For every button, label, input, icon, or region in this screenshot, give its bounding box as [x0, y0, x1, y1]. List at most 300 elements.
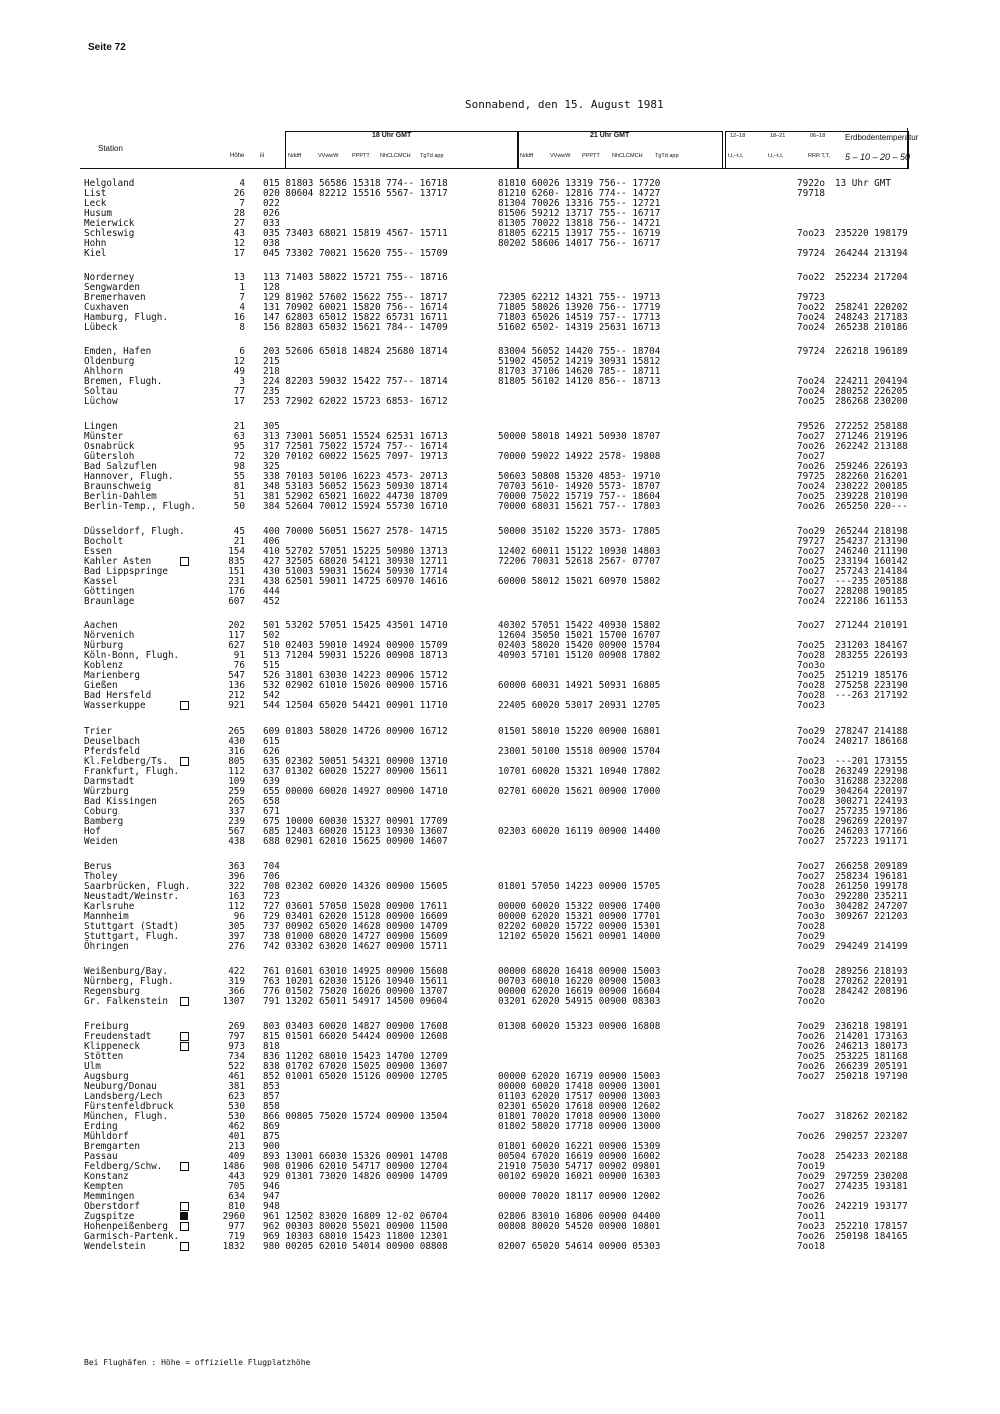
obs-18-gmt: 704 — [263, 861, 280, 872]
station-height: 17 — [233, 396, 245, 407]
precip-06-18: 7oo28 — [797, 690, 825, 701]
precip-06-18: 7oo3o — [797, 776, 825, 787]
obs-18-gmt: 513 71204 59031 15226 00908 18713 — [263, 650, 448, 661]
station-name: Berus — [84, 861, 112, 872]
header-06-18: 06–18 — [810, 133, 826, 139]
station-name: Ulm — [84, 1061, 101, 1072]
soil-temperature: 286268 230200 — [835, 396, 908, 407]
obs-21-gmt: 00000 62020 16719 00900 15003 — [498, 1071, 661, 1082]
obs-21-gmt: 12604 35050 15021 15700 16707 — [498, 630, 661, 641]
station-height: 95 — [233, 441, 245, 452]
precip-06-18: 7oo26 — [797, 1191, 825, 1202]
obs-18-gmt: 510 02403 59010 14924 00900 15709 — [263, 640, 448, 651]
station-name: Augsburg — [84, 1071, 129, 1082]
header-18-sub: t,t,–t,t, — [768, 153, 784, 159]
station-name: Wasserkuppe — [84, 700, 146, 711]
obs-21-gmt: 81305 70022 13818 756-- 14721 — [498, 218, 661, 229]
obs-21-gmt: 81703 37106 14620 785-- 18711 — [498, 366, 661, 377]
station-name: Landsberg/Lech — [84, 1091, 163, 1102]
station-name: List — [84, 188, 107, 199]
soil-temperature: 292280 235211 — [835, 891, 908, 902]
station-name: Bad Kissingen — [84, 796, 157, 807]
obs-18-gmt: 738 01000 68020 14727 00900 15609 — [263, 931, 448, 942]
obs-21-gmt: 60000 60031 14921 50931 16805 — [498, 680, 661, 691]
header-18-col-c: PPPTT — [352, 153, 370, 159]
precip-06-18: 7oo24 — [797, 596, 825, 607]
soil-temperature: 309267 221203 — [835, 911, 908, 922]
obs-21-gmt: 10701 60020 15321 10940 17802 — [498, 766, 661, 777]
precip-06-18: 7oo26 — [797, 501, 825, 512]
precip-06-18: 7oo28 — [797, 921, 825, 932]
obs-21-gmt: 01802 58020 17718 00900 13000 — [498, 1121, 661, 1132]
station-height: 607 — [228, 596, 245, 607]
station-height: 21 — [233, 536, 245, 547]
station-name: Pferdsfeld — [84, 746, 140, 757]
obs-18-gmt: 035 73403 68021 15819 4567- 15711 — [263, 228, 448, 239]
station-name: Kl.Feldberg/Ts. — [84, 756, 168, 767]
obs-18-gmt: 410 52702 57051 15225 50980 13713 — [263, 546, 448, 557]
obs-18-gmt: 038 — [263, 238, 280, 249]
station-name: Bremen, Flugh. — [84, 376, 163, 387]
soil-temperature: 270262 220191 — [835, 976, 908, 987]
station-name: Weißenburg/Bay. — [84, 966, 168, 977]
station-name: Stuttgart (Stadt) — [84, 921, 180, 932]
obs-18-gmt: 727 03601 57050 15028 00900 17611 — [263, 901, 448, 912]
station-name: Coburg — [84, 806, 118, 817]
soil-temperature: 275258 223190 — [835, 680, 908, 691]
station-height: 409 — [228, 1151, 245, 1162]
station-height: 921 — [228, 700, 245, 711]
station-name: Cuxhaven — [84, 302, 129, 313]
obs-21-gmt: 51902 45052 14219 30931 15812 — [498, 356, 661, 367]
footnote: Bei Flughäfen : Höhe = offizielle Flugplatzhöhe — [84, 1358, 311, 1367]
soil-temperature: 248243 217183 — [835, 312, 908, 323]
precip-06-18: 7oo25 — [797, 396, 825, 407]
station-name: Osnabrück — [84, 441, 135, 452]
obs-18-gmt: 381 52902 65021 16022 44730 18709 — [263, 491, 448, 502]
precip-06-18: 79723 — [797, 292, 825, 303]
obs-21-gmt: 03201 62020 54915 00900 08303 — [498, 996, 661, 1007]
precip-06-18: 7oo28 — [797, 986, 825, 997]
station-name: Oberstdorf — [84, 1201, 140, 1212]
station-name: Bremgarten — [84, 1141, 140, 1152]
obs-21-gmt: 81805 62215 13917 755-- 16719 — [498, 228, 661, 239]
station-name: Lübeck — [84, 322, 118, 333]
soil-temperature: 257243 214184 — [835, 566, 908, 577]
station-name: Hohenpeißenberg — [84, 1221, 168, 1232]
precip-06-18: 7oo22 — [797, 302, 825, 313]
open-square-icon — [180, 701, 189, 710]
obs-21-gmt: 00000 68020 16418 00900 15003 — [498, 966, 661, 977]
obs-21-gmt: 72206 70031 52618 2567- 07707 — [498, 556, 661, 567]
soil-temperature: 294249 214199 — [835, 941, 908, 952]
header-21-col-b: VVwwW — [550, 153, 571, 159]
station-height: 213 — [228, 1141, 245, 1152]
obs-21-gmt: 81506 59212 13717 755-- 16717 — [498, 208, 661, 219]
precip-06-18: 7oo29 — [797, 526, 825, 537]
obs-18-gmt: 875 — [263, 1131, 280, 1142]
soil-temperature: 214201 173163 — [835, 1031, 908, 1042]
obs-18-gmt: 969 10303 68010 15423 11800 12301 — [263, 1231, 448, 1242]
station-height: 112 — [228, 766, 245, 777]
obs-21-gmt: 02701 60020 15621 00900 17000 — [498, 786, 661, 797]
station-name: Gießen — [84, 680, 118, 691]
obs-18-gmt: 688 02901 62010 15625 00900 14607 — [263, 836, 448, 847]
station-name: Fürstenfeldbruck — [84, 1101, 174, 1112]
obs-18-gmt: 131 70902 60021 15820 756-- 16714 — [263, 302, 448, 313]
obs-18-gmt: 113 71403 58022 15721 755-- 18716 — [263, 272, 448, 283]
obs-18-gmt: 338 70103 50106 16223 4573- 20713 — [263, 471, 448, 482]
open-square-icon — [180, 997, 189, 1006]
open-square-icon — [180, 1202, 189, 1211]
precip-06-18: 7oo25 — [797, 640, 825, 651]
precip-06-18: 79718 — [797, 188, 825, 199]
station-name: Memmingen — [84, 1191, 135, 1202]
soil-temperature: 266239 205191 — [835, 1061, 908, 1072]
soil-temperature: 254237 213190 — [835, 536, 908, 547]
precip-06-18: 7oo25 — [797, 491, 825, 502]
obs-18-gmt: 869 — [263, 1121, 280, 1132]
soil-temperature: 265250 220--- — [835, 501, 908, 512]
header-21-col-c: PPPTT — [582, 153, 600, 159]
precip-06-18: 7oo3o — [797, 901, 825, 912]
obs-21-gmt: 00808 80020 54520 00900 10801 — [498, 1221, 661, 1232]
open-square-icon — [180, 1162, 189, 1171]
precip-06-18: 7oo29 — [797, 786, 825, 797]
precip-06-18: 7oo24 — [797, 386, 825, 397]
station-height: 401 — [228, 1131, 245, 1142]
station-name: Bad Salzuflen — [84, 461, 157, 472]
precip-06-18: 7oo3o — [797, 911, 825, 922]
obs-18-gmt: 609 01803 58020 14726 00900 16712 — [263, 726, 448, 737]
obs-18-gmt: 658 — [263, 796, 280, 807]
station-name: Tholey — [84, 871, 118, 882]
obs-18-gmt: 742 03302 63020 14627 00900 15711 — [263, 941, 448, 952]
station-height: 567 — [228, 826, 245, 837]
precip-06-18: 7oo27 — [797, 546, 825, 557]
station-name: Saarbrücken, Flugh. — [84, 881, 191, 892]
station-name: Konstanz — [84, 1171, 129, 1182]
station-name: Marienberg — [84, 670, 140, 681]
obs-18-gmt: 723 — [263, 891, 280, 902]
obs-18-gmt: 866 00805 75020 15724 00900 13504 — [263, 1111, 448, 1122]
obs-18-gmt: 427 32505 68020 54121 30930 12711 — [263, 556, 448, 567]
station-name: Gr. Falkenstein — [84, 996, 168, 1007]
station-name: Schleswig — [84, 228, 135, 239]
precip-06-18: 7oo27 — [797, 566, 825, 577]
station-height: 805 — [228, 756, 245, 767]
precip-06-18: 7oo3o — [797, 891, 825, 902]
open-square-icon — [180, 1242, 189, 1251]
station-height: 977 — [228, 1221, 245, 1232]
soil-temperature: 283255 226193 — [835, 650, 908, 661]
precip-06-18: 7oo24 — [797, 736, 825, 747]
station-name: Kempten — [84, 1181, 124, 1192]
header-station: Station — [98, 144, 123, 153]
station-height: 4 — [239, 178, 245, 189]
station-height: 627 — [228, 640, 245, 651]
soil-temperature: 297259 230208 — [835, 1171, 908, 1182]
precip-06-18: 7oo28 — [797, 680, 825, 691]
soil-temperature: 251219 185176 — [835, 670, 908, 681]
soil-temperature: 259246 226193 — [835, 461, 908, 472]
station-name: Neustadt/Weinstr. — [84, 891, 180, 902]
station-height: 719 — [228, 1231, 245, 1242]
station-name: Hamburg, Flugh. — [84, 312, 168, 323]
station-name: Kiel — [84, 248, 107, 259]
obs-18-gmt: 946 — [263, 1181, 280, 1192]
obs-21-gmt: 81810 60026 13319 756-- 17720 — [498, 178, 661, 189]
obs-21-gmt: 50000 58018 14921 50930 18707 — [498, 431, 661, 442]
precip-06-18: 7oo29 — [797, 726, 825, 737]
station-height: 8 — [239, 322, 245, 333]
obs-21-gmt: 00000 60020 17418 00900 13001 — [498, 1081, 661, 1092]
precip-06-18: 7oo28 — [797, 1151, 825, 1162]
station-name: Stuttgart, Flugh. — [84, 931, 180, 942]
precip-06-18: 7oo25 — [797, 556, 825, 567]
soil-temperature: 246203 177166 — [835, 826, 908, 837]
precip-06-18: 79724 — [797, 248, 825, 259]
station-height: 21 — [233, 421, 245, 432]
precip-06-18: 7oo28 — [797, 966, 825, 977]
header-hoehe: Höhe — [230, 153, 245, 159]
precip-06-18: 7oo27 — [797, 806, 825, 817]
precip-06-18: 7oo26 — [797, 441, 825, 452]
soil-temperature: 239228 210190 — [835, 491, 908, 502]
station-height: 422 — [228, 966, 245, 977]
obs-21-gmt: 01801 57050 14223 00900 15705 — [498, 881, 661, 892]
obs-18-gmt: 515 — [263, 660, 280, 671]
station-height: 810 — [228, 1201, 245, 1212]
precip-06-18: 7oo27 — [797, 586, 825, 597]
soil-temperature: ---201 173155 — [835, 756, 908, 767]
soil-temperature: 226218 196189 — [835, 346, 908, 357]
station-height: 76 — [233, 660, 245, 671]
obs-18-gmt: 532 02902 61010 15026 00900 15716 — [263, 680, 448, 691]
open-square-icon — [180, 1042, 189, 1051]
obs-18-gmt: 313 73001 56051 15524 62531 16713 — [263, 431, 448, 442]
station-name: Passau — [84, 1151, 118, 1162]
station-height: 43 — [233, 228, 245, 239]
station-height: 973 — [228, 1041, 245, 1052]
obs-21-gmt: 51602 6502- 14319 25631 16713 — [498, 322, 661, 333]
obs-21-gmt: 01308 60020 15323 00900 16808 — [498, 1021, 661, 1032]
station-height: 50 — [233, 501, 245, 512]
station-height: 12 — [233, 238, 245, 249]
header-21-gmt: 21 Uhr GMT — [590, 132, 630, 139]
soil-temperature: 253225 181168 — [835, 1051, 908, 1062]
header-18-col-e: TgTd app — [420, 153, 444, 159]
precip-06-18: 7oo26 — [797, 1041, 825, 1052]
precip-06-18: 7oo27 — [797, 1111, 825, 1122]
obs-21-gmt: 23001 50100 15518 00900 15704 — [498, 746, 661, 757]
obs-21-gmt: 40903 57101 15120 00908 17802 — [498, 650, 661, 661]
soil-temperature: 235220 198179 — [835, 228, 908, 239]
obs-21-gmt: 70000 75022 15719 757-- 18604 — [498, 491, 661, 502]
precip-06-18: 7oo27 — [797, 620, 825, 631]
station-name: Bocholt — [84, 536, 124, 547]
station-height: 176 — [228, 586, 245, 597]
obs-21-gmt: 00000 62020 15321 00900 17701 — [498, 911, 661, 922]
obs-18-gmt: 635 02302 50051 54321 00900 13710 — [263, 756, 448, 767]
obs-18-gmt: 406 — [263, 536, 280, 547]
obs-21-gmt: 12102 65020 15621 00901 14000 — [498, 931, 661, 942]
obs-18-gmt: 542 — [263, 690, 280, 701]
soil-temperature: 257223 191171 — [835, 836, 908, 847]
station-name: München, Flugh. — [84, 1111, 168, 1122]
station-height: 55 — [233, 471, 245, 482]
station-name: Hof — [84, 826, 101, 837]
station-height: 835 — [228, 556, 245, 567]
obs-18-gmt: 655 00000 60020 14927 00900 14710 — [263, 786, 448, 797]
station-name: Norderney — [84, 272, 135, 283]
soil-temperature: 280252 226205 — [835, 386, 908, 397]
station-height: 797 — [228, 1031, 245, 1042]
station-height: 366 — [228, 986, 245, 997]
station-height: 381 — [228, 1081, 245, 1092]
obs-18-gmt: 893 13001 66030 15326 00901 14708 — [263, 1151, 448, 1162]
obs-18-gmt: 815 01501 66020 54424 00900 12608 — [263, 1031, 448, 1042]
station-name: Berlin-Dahlem — [84, 491, 157, 502]
obs-18-gmt: 129 81902 57602 15622 755-- 18717 — [263, 292, 448, 303]
station-height: 1832 — [222, 1241, 245, 1252]
station-height: 81 — [233, 481, 245, 492]
soil-temperature: 254233 202188 — [835, 1151, 908, 1162]
page-title: Sonnabend, den 15. August 1981 — [465, 98, 664, 111]
soil-temperature: 300271 224193 — [835, 796, 908, 807]
station-height: 443 — [228, 1171, 245, 1182]
obs-21-gmt: 02202 60020 15722 00900 15301 — [498, 921, 661, 932]
precip-06-18: 7oo22 — [797, 272, 825, 283]
station-name: Hannover, Flugh. — [84, 471, 174, 482]
soil-temperature: 224211 204194 — [835, 376, 908, 387]
obs-18-gmt: 438 62501 59011 14725 60970 14616 — [263, 576, 448, 587]
obs-18-gmt: 729 03401 62020 15128 00900 16609 — [263, 911, 448, 922]
soil-temperature: 222186 161153 — [835, 596, 908, 607]
station-name: Trier — [84, 726, 112, 737]
obs-21-gmt: 71803 65026 14519 757-- 17713 — [498, 312, 661, 323]
header-18-gmt: 18 Uhr GMT — [372, 132, 412, 139]
obs-18-gmt: 235 — [263, 386, 280, 397]
station-name: Stötten — [84, 1051, 124, 1062]
station-name: Göttingen — [84, 586, 135, 597]
obs-18-gmt: 026 — [263, 208, 280, 219]
precip-06-18: 7oo23 — [797, 1221, 825, 1232]
station-name: Bad Lippspringe — [84, 566, 168, 577]
obs-18-gmt: 858 — [263, 1101, 280, 1112]
soil-temperature: 272252 258188 — [835, 421, 908, 432]
precip-06-18: 7oo24 — [797, 376, 825, 387]
obs-18-gmt: 501 53202 57051 15425 43501 14710 — [263, 620, 448, 631]
precip-06-18: 7oo27 — [797, 451, 825, 462]
station-name: Freudenstadt — [84, 1031, 152, 1042]
obs-18-gmt: 626 — [263, 746, 280, 757]
station-height: 17 — [233, 248, 245, 259]
station-height: 397 — [228, 931, 245, 942]
soil-temperature: 264244 213194 — [835, 248, 908, 259]
obs-21-gmt: 40302 57051 15422 40930 15802 — [498, 620, 661, 631]
station-name: Regensburg — [84, 986, 140, 997]
obs-18-gmt: 526 31801 63030 14223 00906 15712 — [263, 670, 448, 681]
precip-06-18: 7oo26 — [797, 1131, 825, 1142]
soil-temperature: 252234 217204 — [835, 272, 908, 283]
obs-21-gmt: 01501 58010 15220 00900 16801 — [498, 726, 661, 737]
precip-06-18: 7oo29 — [797, 931, 825, 942]
obs-18-gmt: 305 — [263, 421, 280, 432]
soil-temperature: 228208 190185 — [835, 586, 908, 597]
obs-18-gmt: 320 70102 60022 15625 7097- 19713 — [263, 451, 448, 462]
obs-21-gmt: 02303 60020 16119 00900 14400 — [498, 826, 661, 837]
station-height: 51 — [233, 491, 245, 502]
precip-06-18: 7oo19 — [797, 1161, 825, 1172]
station-height: 269 — [228, 1021, 245, 1032]
precip-06-18: 7oo26 — [797, 826, 825, 837]
header-21-col-e: TgTd app — [655, 153, 679, 159]
precip-06-18: 7oo29 — [797, 941, 825, 952]
obs-18-gmt: 384 52604 70012 15924 55730 16710 — [263, 501, 448, 512]
station-height: 305 — [228, 921, 245, 932]
obs-18-gmt: 947 — [263, 1191, 280, 1202]
soil-temperature: 263249 229198 — [835, 766, 908, 777]
obs-18-gmt: 685 12403 60020 15123 10930 13607 — [263, 826, 448, 837]
obs-18-gmt: 215 — [263, 356, 280, 367]
precip-06-18: 7oo25 — [797, 670, 825, 681]
obs-21-gmt: 80202 58606 14017 756-- 16717 — [498, 238, 661, 249]
obs-18-gmt: 325 — [263, 461, 280, 472]
precip-06-18: 7oo27 — [797, 431, 825, 442]
obs-21-gmt: 02403 58020 15420 00900 15704 — [498, 640, 661, 651]
station-name: Braunlage — [84, 596, 135, 607]
soil-temperature: 318262 202182 — [835, 1111, 908, 1122]
station-height: 522 — [228, 1061, 245, 1072]
obs-18-gmt: 708 02302 60020 14326 00900 15605 — [263, 881, 448, 892]
open-square-icon — [180, 1222, 189, 1231]
obs-21-gmt: 83004 56052 14420 755-- 18704 — [498, 346, 661, 357]
soil-temperature: 240217 186168 — [835, 736, 908, 747]
soil-temperature: 262242 213188 — [835, 441, 908, 452]
obs-18-gmt: 348 53103 56052 15623 50930 18714 — [263, 481, 448, 492]
station-name: Essen — [84, 546, 112, 557]
obs-21-gmt: 70703 5610- 14920 5573- 18707 — [498, 481, 661, 492]
soil-temperature: 258234 196181 — [835, 871, 908, 882]
obs-18-gmt: 045 73302 70021 15620 755-- 15709 — [263, 248, 448, 259]
obs-18-gmt: 737 00902 65020 14628 00900 14709 — [263, 921, 448, 932]
station-height: 1486 — [222, 1161, 245, 1172]
obs-18-gmt: 908 01906 62010 54717 00900 12704 — [263, 1161, 448, 1172]
station-height: 49 — [233, 366, 245, 377]
obs-18-gmt: 671 — [263, 806, 280, 817]
obs-18-gmt: 639 — [263, 776, 280, 787]
obs-18-gmt: 400 70000 56051 15627 2578- 14715 — [263, 526, 448, 537]
station-name: Helgoland — [84, 178, 135, 189]
obs-18-gmt: 853 — [263, 1081, 280, 1092]
station-height: 1 — [239, 282, 245, 293]
header-ii: iii — [260, 153, 264, 159]
table-header — [80, 128, 919, 168]
station-name: Braunschweig — [84, 481, 152, 492]
station-height: 734 — [228, 1051, 245, 1062]
station-name: Deuselbach — [84, 736, 140, 747]
precip-06-18: 7oo28 — [797, 650, 825, 661]
obs-21-gmt: 01801 60020 16221 00900 15309 — [498, 1141, 661, 1152]
station-height: 319 — [228, 976, 245, 987]
open-square-icon — [180, 757, 189, 766]
obs-18-gmt: 218 — [263, 366, 280, 377]
station-height: 1307 — [222, 996, 245, 1007]
obs-21-gmt: 81304 70026 13316 755-- 12721 — [498, 198, 661, 209]
obs-18-gmt: 544 12504 65020 54421 00901 11710 — [263, 700, 448, 711]
obs-18-gmt: 615 — [263, 736, 280, 747]
